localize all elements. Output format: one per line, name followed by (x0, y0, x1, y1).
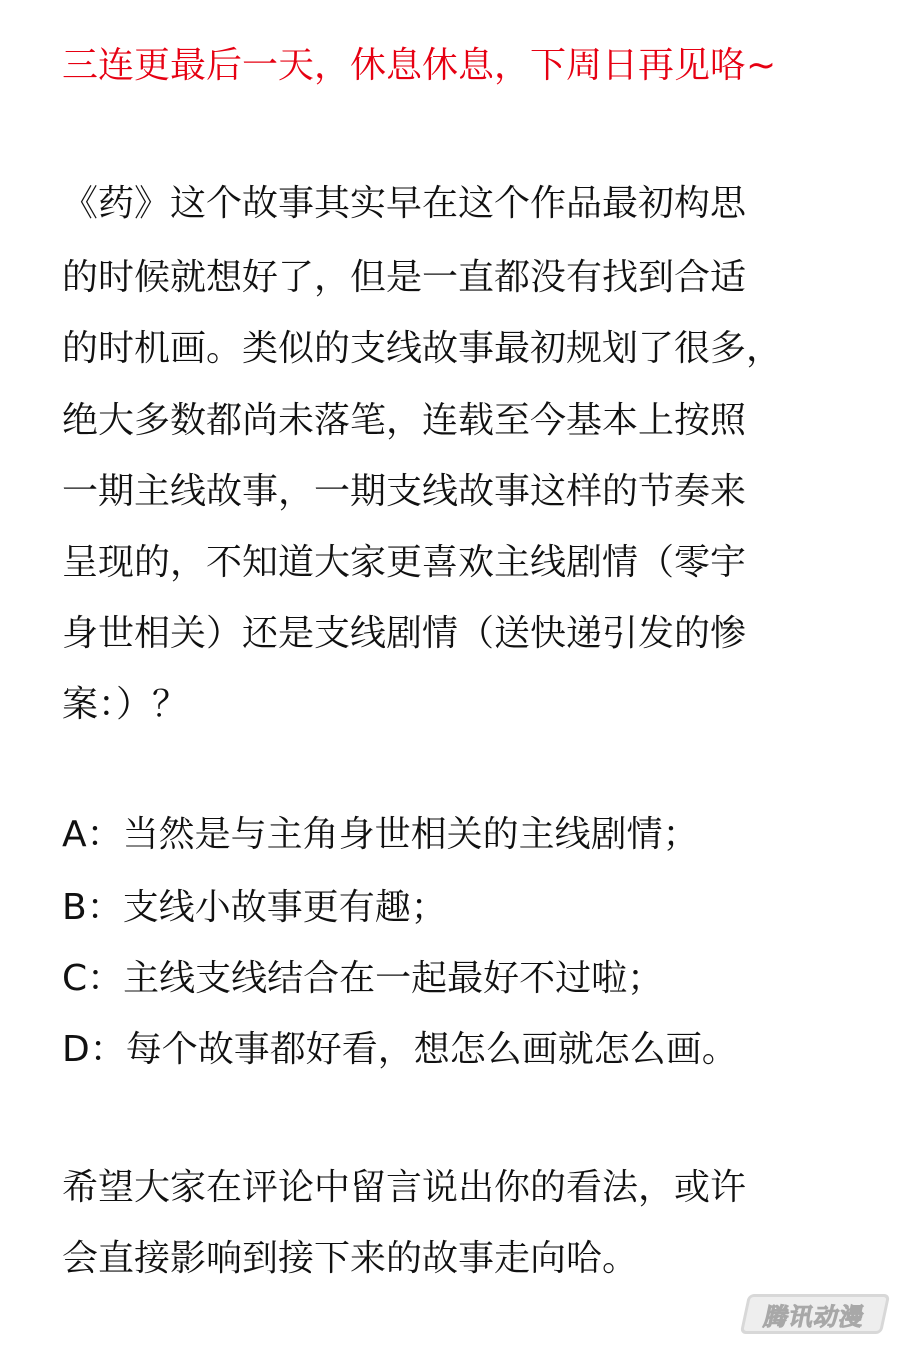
intro-line: 案：）？ (62, 684, 189, 725)
tencent-comic-watermark (740, 1294, 891, 1334)
intro-line: 的时机画。类似的支线故事最初规划了很多， (62, 328, 783, 369)
intro-line: 的时候就想好了，但是一直都没有找到合适 (62, 257, 747, 298)
intro-line: 一期主线故事，一期支线故事这样的节奏来 (62, 471, 747, 512)
intro-line: 绝大多数都尚未落笔，连载至今基本上按照 (62, 400, 747, 441)
option-c: C：主线支线结合在一起最好不过啦； (62, 958, 664, 999)
intro-line: 呈现的，不知道大家更喜欢主线剧情（零宇 (62, 542, 747, 583)
headline: 三连更最后一天，休息休息，下周日再见咯~ (62, 45, 777, 86)
option-d: D：每个故事都好看，想怎么画就怎么画。 (62, 1029, 738, 1070)
intro-line: 身世相关）还是支线剧情（送快递引发的惨 (62, 613, 747, 654)
closing-line: 希望大家在评论中留言说出你的看法，或许 (62, 1167, 747, 1208)
option-b: B：支线小故事更有趣； (62, 887, 447, 928)
closing-line: 会直接影响到接下来的故事走向哈。 (62, 1238, 639, 1279)
intro-line: 《药》这个故事其实早在这个作品最初构思 (62, 183, 747, 224)
option-a: A：当然是与主角身世相关的主线剧情； (62, 814, 699, 855)
watermark-text: 腾讯动漫 (761, 1302, 868, 1331)
